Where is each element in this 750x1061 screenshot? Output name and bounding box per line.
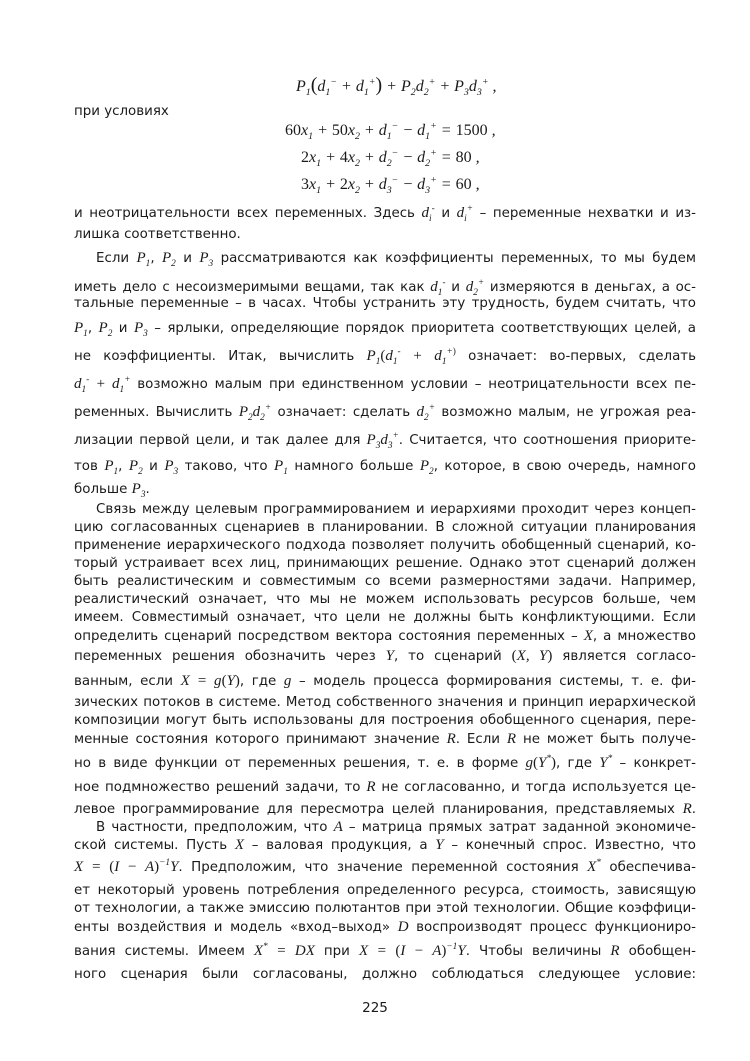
text-line bbox=[74, 800, 696, 819]
text-line bbox=[74, 694, 696, 712]
text-run: намного больше bbox=[287, 459, 420, 474]
math-expression: $d_i^-$ bbox=[421, 204, 435, 224]
text-run: не согласованно, и тогда используется це- bbox=[375, 780, 696, 795]
text-run: ременных. Вычислить bbox=[74, 405, 239, 420]
text-line bbox=[74, 754, 696, 773]
math-expression: X = g(Y) bbox=[180, 673, 240, 689]
text-run: является согласо- bbox=[552, 649, 697, 664]
text-run: . bbox=[691, 802, 696, 817]
text-run: больше bbox=[74, 482, 132, 497]
text-run: , где bbox=[239, 674, 284, 689]
text-line bbox=[74, 375, 696, 394]
text-run: зических потоков в системе. Метод собственного значения и принцип иерархической bbox=[74, 695, 696, 710]
text-line bbox=[74, 918, 696, 937]
text-run: тальные переменные – в часах. Чтобы устранить эту трудность, будем считать, что bbox=[74, 296, 696, 311]
text-run: иметь дело с несоизмеримыми вещами, так как bbox=[74, 280, 431, 295]
math-expression: X bbox=[234, 837, 245, 853]
math-expression: g bbox=[283, 673, 292, 689]
text-run: . bbox=[145, 482, 150, 497]
text-run: имеем. Совместимый означает, что цели не должны быть конфликтующими. Если bbox=[74, 610, 696, 625]
text-run: переменных решения обозначить через bbox=[74, 649, 386, 664]
text-run: композиции могут быть использованы для построения обобщенного сценария, пере- bbox=[74, 713, 696, 728]
text-line bbox=[74, 573, 696, 591]
text-run: – модель процесса формирования системы, т. е. фи- bbox=[291, 674, 696, 689]
text-line bbox=[74, 431, 696, 450]
text-run: и неотрицательности всех переменных. Здесь bbox=[74, 206, 422, 221]
text-line bbox=[74, 672, 696, 691]
text-run: енты воздействия и модель «вход–выход» bbox=[74, 920, 398, 935]
text-run: означает: во-первых, сделать bbox=[455, 349, 697, 364]
math-expression: (X, Y) bbox=[511, 648, 553, 664]
text-run: не коэффициенты. Итак, вычислить bbox=[74, 349, 367, 364]
math-expression: Y bbox=[435, 837, 444, 853]
text-run: воспроизводят процесс функциониро- bbox=[408, 920, 697, 935]
math-expression: X* = DX bbox=[253, 942, 315, 959]
text-run: В частности, предположим, что bbox=[96, 820, 334, 835]
math-expression: g(Y*) bbox=[525, 754, 556, 771]
text-line bbox=[96, 501, 696, 519]
text-run: обеспечива- bbox=[600, 860, 696, 875]
math-expression: Y* bbox=[599, 754, 613, 771]
text-line bbox=[74, 730, 696, 749]
text-line bbox=[74, 319, 696, 338]
text-line bbox=[74, 647, 696, 666]
text-line bbox=[74, 627, 696, 646]
text-run: . Чтобы величины bbox=[465, 944, 611, 959]
math-expression: $P_2$ bbox=[419, 458, 434, 477]
text-line bbox=[74, 900, 696, 918]
text-line bbox=[74, 537, 696, 555]
text-line bbox=[74, 778, 696, 797]
text-run: – ярлыки, определяющие порядок приоритета соответствующих целей, а bbox=[147, 321, 697, 336]
text-run: и bbox=[445, 280, 466, 295]
text-run: – валовая продукция, а bbox=[244, 838, 436, 853]
text-run: – конечный спрос. Известно, что bbox=[443, 838, 696, 853]
text-run: , а множество bbox=[592, 629, 696, 644]
text-line bbox=[74, 457, 696, 476]
math-expression: X bbox=[583, 628, 593, 644]
math-expression: $P_1$ bbox=[136, 250, 151, 269]
math-expression: R bbox=[506, 731, 517, 747]
math-expression: R bbox=[366, 779, 376, 795]
text-line bbox=[96, 249, 696, 268]
text-line bbox=[96, 818, 696, 837]
formula-constraint-2: $2x_1 + 4x_2 + d_2^- - d_2^+ = 80$ , bbox=[301, 147, 480, 170]
math-expression: $X = (I - A)^{-1}Y$ bbox=[74, 858, 179, 875]
math-expression: $P_3$ bbox=[133, 320, 148, 339]
text-run: . Считается, что соотношения приорите- bbox=[398, 433, 696, 448]
text-run: означает: сделать bbox=[271, 405, 417, 420]
text-line bbox=[74, 480, 696, 499]
text-run: ное подмножество решений задачи, то bbox=[74, 780, 367, 795]
math-expression: $X = (I - A)^{-1}Y$ bbox=[358, 942, 466, 959]
text-run: лизации первой цели, и так далее для bbox=[74, 433, 367, 448]
text-line bbox=[74, 226, 696, 244]
text-line bbox=[74, 555, 696, 573]
math-expression: $P_3$ bbox=[164, 458, 179, 477]
text-run: . Предположим, что значение переменной состояния bbox=[178, 860, 588, 875]
text-run: не может быть получе- bbox=[516, 732, 696, 747]
text-run: , которое, в свою очередь, намного bbox=[433, 459, 696, 474]
text-line bbox=[74, 519, 696, 537]
math-expression: $P_3d_3^+$ bbox=[366, 431, 399, 451]
text-run: и bbox=[112, 321, 134, 336]
text-run: возможно малым при единственном условии – неотрицательности всех пе- bbox=[130, 377, 697, 392]
text-line bbox=[74, 204, 696, 223]
text-run: реалистический означает, что мы не можем использовать ресурсов больше, чем bbox=[74, 592, 696, 607]
text-run: ного сценария были согласованы, должно соблюдаться следующее условие: bbox=[74, 967, 696, 982]
text-run: применение иерархического подхода позволяет получить обобщенный сценарий, ко- bbox=[74, 538, 696, 553]
text-run: измеряются в деньгах, а ос- bbox=[484, 280, 697, 295]
math-expression: $P_2$ bbox=[162, 250, 176, 269]
math-expression: D bbox=[397, 919, 409, 935]
text-run: ской системы. Пусть bbox=[74, 838, 235, 853]
text-run: и bbox=[434, 206, 457, 221]
text-line bbox=[74, 712, 696, 730]
math-expression: $P_3$ bbox=[199, 250, 214, 269]
formula-objective: $P_1(d_1^- + d_1^+) + P_2d_2^+ + P_3d_3^+$ , bbox=[296, 74, 497, 99]
math-expression: X* bbox=[587, 858, 601, 875]
text-run: менные состояния которого принимают значение bbox=[74, 732, 447, 747]
math-expression: A bbox=[333, 819, 343, 835]
text-line bbox=[74, 609, 696, 627]
text-run: таково, что bbox=[178, 459, 275, 474]
text-line bbox=[74, 942, 696, 961]
page-number: 225 bbox=[362, 1000, 388, 1016]
text-run: , bbox=[118, 459, 129, 474]
text-line bbox=[74, 347, 696, 366]
text-run: ванным, если bbox=[74, 674, 181, 689]
text-run: от технологии, а также эмиссию полютантов при этой технологии. Общие коэффици- bbox=[74, 901, 696, 916]
text-run: левое программирование для пересмотра целей планирования, представляемых bbox=[74, 802, 683, 817]
text-run: и bbox=[175, 251, 200, 266]
text-run: торый устраивает всех лиц, принимающих решение. Однако этот сценарий должен bbox=[74, 556, 696, 571]
math-expression: $d_2^+$ bbox=[465, 278, 485, 298]
formula-constraint-3: $3x_1 + 2x_2 + d_3^- - d_3^+ = 60$ , bbox=[301, 174, 480, 197]
text-run: – конкрет- bbox=[612, 756, 696, 771]
text-run: тов bbox=[74, 459, 105, 474]
text-line bbox=[74, 591, 696, 609]
math-expression: R bbox=[610, 943, 620, 959]
text-run: рассматриваются как коэффициенты переменных, то мы будем bbox=[213, 251, 696, 266]
text-run: при условиях bbox=[74, 104, 169, 119]
text-run: определить сценарий посредством вектора состояния переменных – bbox=[74, 629, 584, 644]
text-run: возможно малым, не угрожая реа- bbox=[434, 405, 697, 420]
text-line bbox=[74, 966, 696, 984]
text-run: вания системы. Имеем bbox=[74, 944, 254, 959]
text-run: обобщен- bbox=[619, 944, 696, 959]
text-line bbox=[74, 103, 696, 121]
text-line bbox=[74, 295, 696, 313]
text-run: , bbox=[150, 251, 162, 266]
math-expression: Y bbox=[385, 648, 394, 664]
text-line bbox=[74, 858, 696, 877]
text-run: ет некоторый уровень потребления определенного ресурса, стоимость, зависящую bbox=[74, 883, 696, 898]
math-expression: $P_1(d_1^- + d_1^{+)}$ bbox=[366, 347, 456, 367]
text-run: – матрица прямых затрат заданной экономиче- bbox=[342, 820, 697, 835]
math-expression: $P_1$ bbox=[104, 458, 119, 477]
math-expression: $P_2d_2^+$ bbox=[238, 403, 272, 423]
math-expression: R bbox=[682, 801, 692, 817]
text-run: лишка соответственно. bbox=[74, 227, 241, 242]
text-run: , где bbox=[555, 756, 600, 771]
text-run: цию согласованных сценариев в планировании. В сложной ситуации планирования bbox=[74, 520, 696, 535]
text-line bbox=[74, 403, 696, 422]
math-expression: R bbox=[446, 731, 456, 747]
text-run: , то сценарий bbox=[393, 649, 512, 664]
math-expression: $d_i^+$ bbox=[456, 204, 474, 224]
text-run: Связь между целевым программированием и иерархиями проходит через концеп- bbox=[96, 502, 696, 517]
text-run: , bbox=[87, 321, 99, 336]
math-expression: $P_1$ bbox=[74, 320, 88, 339]
text-line bbox=[74, 836, 696, 855]
math-expression: $d_1^-$ bbox=[430, 278, 446, 298]
text-run: при bbox=[314, 944, 359, 959]
text-run: . Если bbox=[455, 732, 507, 747]
text-run: и bbox=[142, 459, 165, 474]
math-expression: $P_1$ bbox=[274, 458, 288, 477]
text-run: но в виде функции от переменных решения, т. е. в форме bbox=[74, 756, 526, 771]
text-run: Если bbox=[96, 251, 137, 266]
text-line bbox=[74, 882, 696, 900]
math-expression: $d_2^+$ bbox=[416, 403, 435, 423]
math-expression: $d_1^- + d_1^+$ bbox=[74, 375, 131, 395]
text-run: – переменные нехватки и из- bbox=[473, 206, 697, 221]
math-expression: $P_3$ bbox=[131, 481, 146, 500]
math-expression: $P_2$ bbox=[128, 458, 143, 477]
text-run: быть реалистическим и совместимым со всеми размерностями задачи. Например, bbox=[74, 574, 696, 589]
formula-constraint-1: $60x_1 + 50x_2 + d_1^- - d_1^+ = 1500$ , bbox=[285, 120, 496, 143]
math-expression: $P_2$ bbox=[98, 320, 113, 339]
